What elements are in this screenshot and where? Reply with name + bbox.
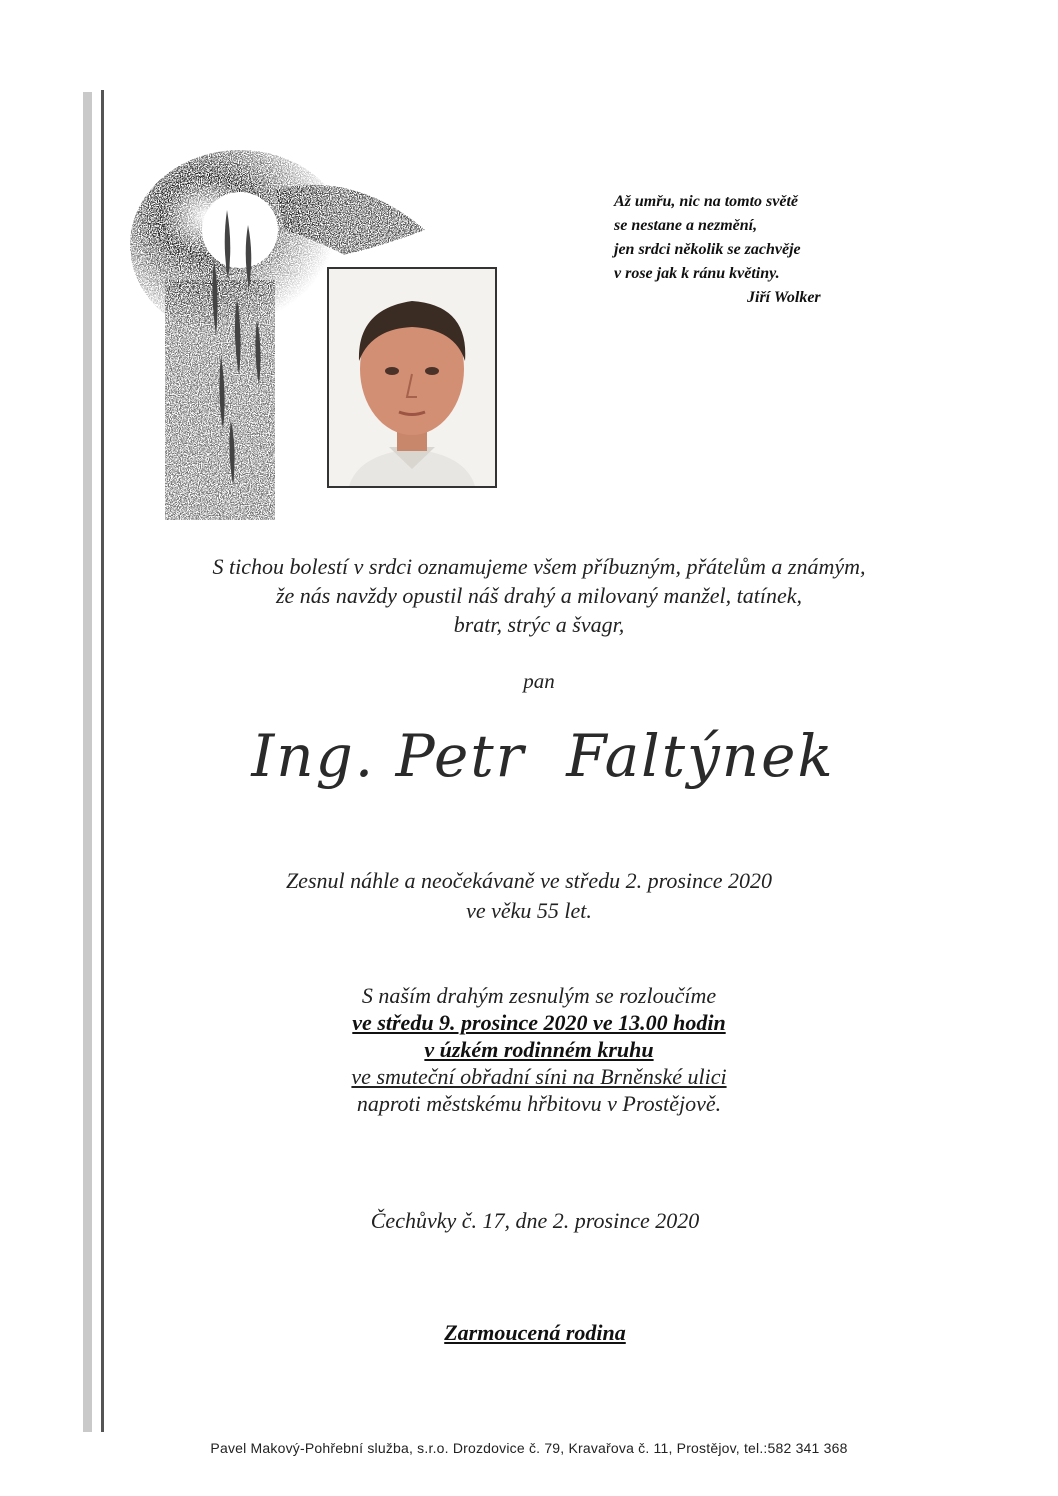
- farewell-venue: ve smuteční obřadní síni na Brněnské ulici: [351, 1064, 727, 1089]
- poem-line: se nestane a nezmění,: [614, 217, 758, 234]
- announcement-text: [10, 552, 1058, 639]
- signature: Zarmoucená rodina: [444, 1320, 626, 1345]
- announcement-line: bratr, strýc a švagr,: [453, 612, 625, 637]
- deceased-name: Ing. Petr Faltýnek: [251, 722, 835, 790]
- announcement-line: že nás navždy opustil náš drahý a milovaný manžel, tatínek,: [275, 583, 803, 608]
- death-notice: [0, 866, 1058, 926]
- footer-contact: Pavel Makový-Pohřební služba, s.r.o. Drozdovice č. 79, Kravařova č. 11, Prostějov, tel.:582 341 368: [210, 1440, 848, 1456]
- place-and-date: Čechůvky č. 17, dne 2. prosince 2020: [370, 1208, 700, 1233]
- farewell-location: naproti městskému hřbitovu v Prostějově.: [356, 1091, 722, 1116]
- death-notice-age: ve věku 55 let.: [466, 898, 592, 923]
- poem-line: Až umřu, nic na tomto světě: [614, 193, 799, 210]
- poem-quote: [614, 190, 914, 310]
- poem-author: Jiří Wolker: [747, 289, 821, 306]
- farewell-circle: v úzkém rodinném kruhu: [424, 1037, 654, 1062]
- death-notice-line: Zesnul náhle a neočekávaně ve středu 2. prosince 2020: [285, 868, 773, 893]
- portrait-photo: [327, 267, 497, 488]
- honorific: pan: [523, 669, 555, 693]
- poem-line: jen srdci několik se zachvěje: [614, 241, 801, 258]
- farewell-datetime: ve středu 9. prosince 2020 ve 13.00 hodin: [352, 1010, 726, 1035]
- poem-line: v rose jak k ránu květiny.: [614, 265, 780, 282]
- farewell-details: [10, 982, 1058, 1117]
- announcement-line: S tichou bolestí v srdci oznamujeme všem příbuzným, přátelům a známým,: [212, 554, 866, 579]
- farewell-intro: S naším drahým zesnulým se rozloučíme: [361, 983, 717, 1008]
- portrait-image: [329, 269, 495, 486]
